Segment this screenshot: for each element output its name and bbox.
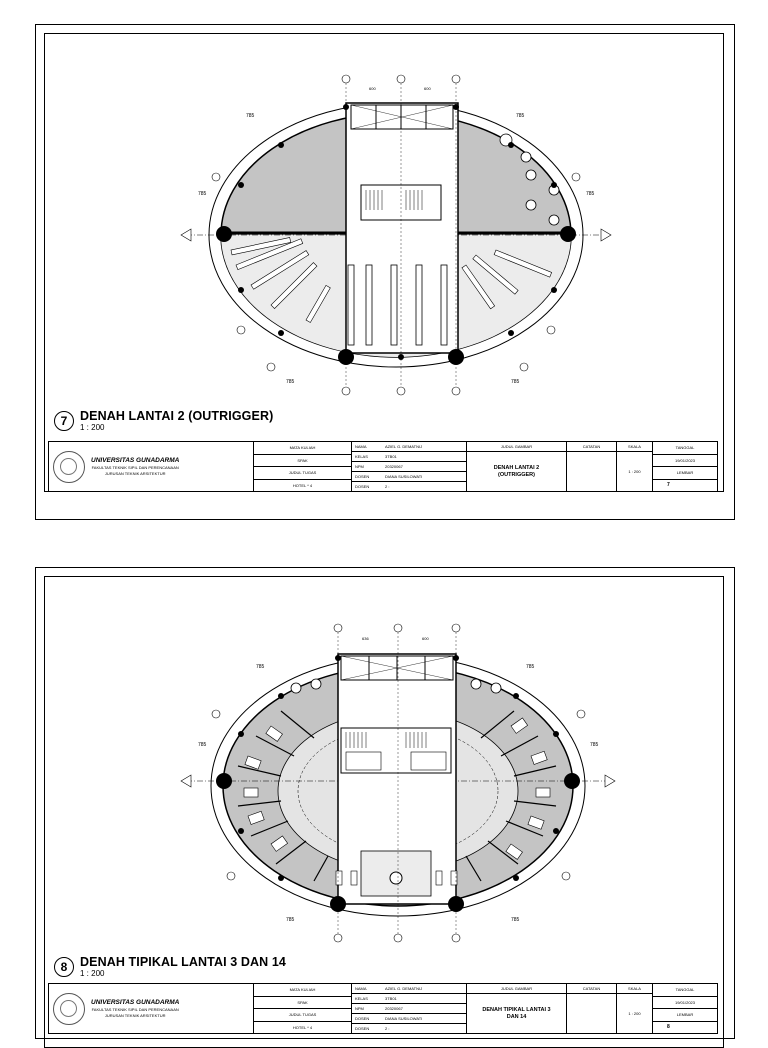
svg-text:600: 600 xyxy=(369,86,376,91)
date-column xyxy=(653,984,717,1033)
label: NAMA xyxy=(355,444,367,449)
label: CATATAN xyxy=(567,984,616,994)
svg-text:785: 785 xyxy=(198,191,207,197)
drawing-number: 7 xyxy=(54,411,74,431)
label: TANGGAL xyxy=(653,442,717,455)
floor-plan-level-2 xyxy=(176,65,616,405)
label: MATA KULIAH xyxy=(254,984,351,997)
svg-text:785: 785 xyxy=(256,664,265,670)
class-value: 3TB01 xyxy=(385,996,397,1001)
title-block-2 xyxy=(48,983,718,1034)
lecturer-value: DIANA SUSILOWATI xyxy=(385,474,423,479)
department-name: JURUSAN TEKNIK ARSITEKTUR xyxy=(104,1013,166,1018)
project-value: HOTEL * 4 xyxy=(292,482,313,488)
svg-text:785: 785 xyxy=(286,379,295,385)
date-column xyxy=(653,442,717,491)
svg-text:785: 785 xyxy=(511,379,520,385)
dim-label: 785 xyxy=(246,113,255,119)
drawing-title-value: DENAH TIPIKAL LANTAI 3 DAN 14 xyxy=(482,1006,551,1020)
label: CATATAN xyxy=(567,442,616,452)
course-column xyxy=(254,442,352,491)
scale-value: 1 : 200 xyxy=(628,1011,641,1016)
sheet-number-value: 7 xyxy=(667,482,670,489)
label: LEMBAR xyxy=(653,1009,717,1022)
label: MATA KULIAH xyxy=(254,442,351,455)
course-value: SPAK xyxy=(254,455,351,468)
label: JUDUL GAMBAR xyxy=(467,442,566,452)
drawing-title-2 xyxy=(54,956,286,978)
label: NAMA xyxy=(355,986,367,991)
label: KELAS xyxy=(355,996,368,1001)
notes-column xyxy=(567,984,617,1033)
date-value: 19/01/2023 xyxy=(653,455,717,468)
drawing-title: DENAH LANTAI 2 (OUTRIGGER) xyxy=(80,409,274,423)
npm-value: 20320067 xyxy=(385,464,403,469)
label: KELAS xyxy=(355,454,368,459)
university-cell xyxy=(49,442,254,491)
label: TANGGAL xyxy=(653,984,717,997)
label: NPM xyxy=(355,1006,364,1011)
faculty-name: FAKULTAS TEKNIK SIPIL DAN PERENCANAAN xyxy=(91,1007,179,1012)
sheet-number-value: 8 xyxy=(667,1024,670,1031)
label: SKALA xyxy=(617,984,652,994)
university-logo xyxy=(53,451,85,483)
lecturer-value: DIANA SUSILOWATI xyxy=(385,1016,423,1021)
svg-text:785: 785 xyxy=(586,191,595,197)
date-value: 19/01/2023 xyxy=(653,997,717,1010)
floor-plan-typical-3-14 xyxy=(176,616,616,956)
class-value: 3TB01 xyxy=(385,454,397,459)
svg-text:636: 636 xyxy=(362,636,369,641)
label: DOSEN xyxy=(355,1026,370,1031)
drawing-title: DENAH TIPIKAL LANTAI 3 DAN 14 xyxy=(80,955,286,969)
label: JUDUL TUGAS xyxy=(254,467,351,480)
title-block-1 xyxy=(48,441,718,492)
drawing-title-1 xyxy=(54,410,273,432)
label: DOSEN xyxy=(355,474,370,479)
drawing-sheet-1 xyxy=(35,24,735,520)
drawing-number: 8 xyxy=(54,957,74,977)
course-value: SPAK xyxy=(254,997,351,1010)
label: DOSEN xyxy=(355,1016,370,1021)
scale-column xyxy=(617,984,653,1033)
department-name: JURUSAN TEKNIK ARSITEKTUR xyxy=(104,471,166,476)
university-name: UNIVERSITAS GUNADARMA xyxy=(91,457,180,464)
course-column xyxy=(254,984,352,1033)
lecturer2-value: 2 : xyxy=(385,484,390,489)
university-name: UNIVERSITAS GUNADARMA xyxy=(91,999,180,1006)
label: NPM xyxy=(355,464,364,469)
notes-column xyxy=(567,442,617,491)
npm-value: 20320067 xyxy=(385,1006,403,1011)
drawing-scale: 1 : 200 xyxy=(80,422,105,432)
student-name: AZIEL G. DEMATNIJ xyxy=(385,444,423,449)
lecturer2-value: 2 : xyxy=(385,1026,390,1031)
drawing-scale: 1 : 200 xyxy=(80,968,105,978)
svg-text:785: 785 xyxy=(198,742,207,748)
drawing-sheet-2 xyxy=(35,567,735,1039)
label: JUDUL TUGAS xyxy=(254,1009,351,1022)
drawing-title-column xyxy=(467,984,567,1033)
faculty-name: FAKULTAS TEKNIK SIPIL DAN PERENCANAAN xyxy=(91,465,179,470)
svg-text:785: 785 xyxy=(516,113,525,119)
scale-value: 1 : 200 xyxy=(628,469,641,474)
svg-text:785: 785 xyxy=(511,917,520,923)
svg-text:600: 600 xyxy=(424,86,431,91)
label: LEMBAR xyxy=(653,467,717,480)
scale-column xyxy=(617,442,653,491)
student-column xyxy=(352,442,467,491)
svg-text:785: 785 xyxy=(286,917,295,923)
svg-text:785: 785 xyxy=(526,664,535,670)
university-cell xyxy=(49,984,254,1033)
student-column xyxy=(352,984,467,1033)
svg-text:785: 785 xyxy=(590,742,599,748)
label: JUDUL GAMBAR xyxy=(467,984,566,994)
university-logo xyxy=(53,993,85,1025)
project-value: HOTEL * 4 xyxy=(292,1024,313,1030)
svg-text:600: 600 xyxy=(422,636,429,641)
label: DOSEN xyxy=(355,484,370,489)
student-name: AZIEL G. DEMATNIJ xyxy=(385,986,423,991)
label: SKALA xyxy=(617,442,652,452)
drawing-title-value: DENAH LANTAI 2 (OUTRIGGER) xyxy=(493,464,540,478)
drawing-title-column xyxy=(467,442,567,491)
